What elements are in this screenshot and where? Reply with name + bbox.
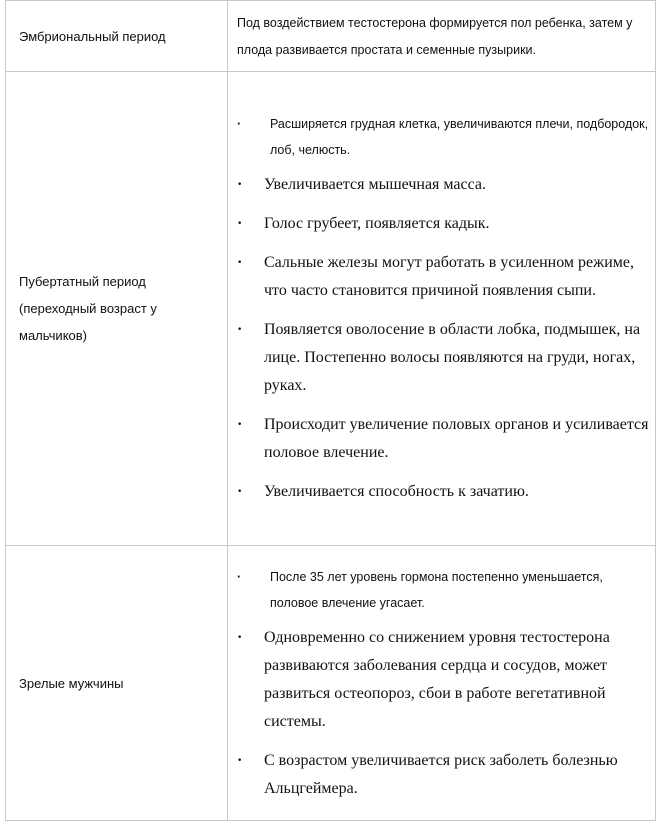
bullet-icon: · bbox=[237, 416, 243, 433]
stage-effects-cell bbox=[228, 72, 656, 546]
effect-text: С возрастом увеличивается риск заболеть болезнью Альцгеймера. bbox=[264, 751, 618, 797]
table-row bbox=[6, 546, 656, 821]
list-item bbox=[237, 111, 649, 163]
effect-text: Голос грубеет, появляется кадык. bbox=[264, 215, 490, 232]
effect-text: Одновременно со снижением уровня тестостерона развиваются заболевания сердца и сосудов, может развиться остеопороз, сбои в работе вегетативной системы. bbox=[264, 628, 610, 730]
bullet-icon: · bbox=[237, 176, 243, 193]
bullet-icon: · bbox=[237, 117, 242, 131]
bullet-icon: · bbox=[237, 321, 243, 338]
stage-effects-cell bbox=[228, 1, 656, 72]
stage-name-cell: Эмбриональный период bbox=[6, 1, 228, 72]
list-item bbox=[237, 478, 649, 506]
table-row bbox=[6, 72, 656, 546]
effect-text: Расширяется грудная клетка, увеличиваются плечи, подбородок, лоб, челюсть. bbox=[270, 117, 649, 157]
list-item bbox=[237, 210, 649, 238]
list-item bbox=[237, 249, 649, 305]
effect-text: Происходит увеличение половых органов и усиливается половое влечение. bbox=[264, 416, 649, 461]
bullet-icon: · bbox=[237, 215, 243, 232]
effects-list bbox=[237, 111, 649, 506]
list-item bbox=[237, 747, 649, 803]
stage-effects-cell bbox=[228, 546, 656, 821]
list-item bbox=[237, 171, 649, 199]
bullet-icon: · bbox=[237, 483, 243, 500]
effect-text: Появляется оволосение в области лобка, подмышек, на лице. Постепенно волосы появляются на груди, ногах, руках. bbox=[264, 321, 641, 394]
bullet-icon: · bbox=[237, 751, 243, 769]
list-item bbox=[237, 564, 649, 616]
effect-text: Увеличивается способность к зачатию. bbox=[264, 483, 529, 500]
testosterone-stages-table bbox=[5, 0, 656, 821]
effect-text: Сальные железы могут работать в усиленном режиме, что часто становится причиной появления сыпи. bbox=[264, 254, 634, 299]
bullet-icon: · bbox=[237, 628, 243, 646]
bullet-icon: · bbox=[237, 254, 243, 271]
list-item bbox=[237, 411, 649, 467]
effect-text: После 35 лет уровень гормона постепенно уменьшается, половое влечение угасает. bbox=[270, 569, 603, 610]
list-item bbox=[237, 624, 649, 736]
effect-text: Увеличивается мышечная масса. bbox=[264, 176, 487, 193]
effect-text: Под воздействием тестостерона формируется пол ребенка, затем у плода развивается простата и семенные пузырики. bbox=[237, 16, 633, 57]
bullet-icon: · bbox=[237, 569, 242, 584]
stage-name-cell: Пубертатный период (переходный возраст у мальчиков) bbox=[6, 72, 228, 546]
table-row bbox=[6, 1, 656, 72]
effects-list bbox=[237, 564, 649, 803]
stage-name-cell: Зрелые мужчины bbox=[6, 546, 228, 821]
list-item bbox=[237, 316, 649, 400]
